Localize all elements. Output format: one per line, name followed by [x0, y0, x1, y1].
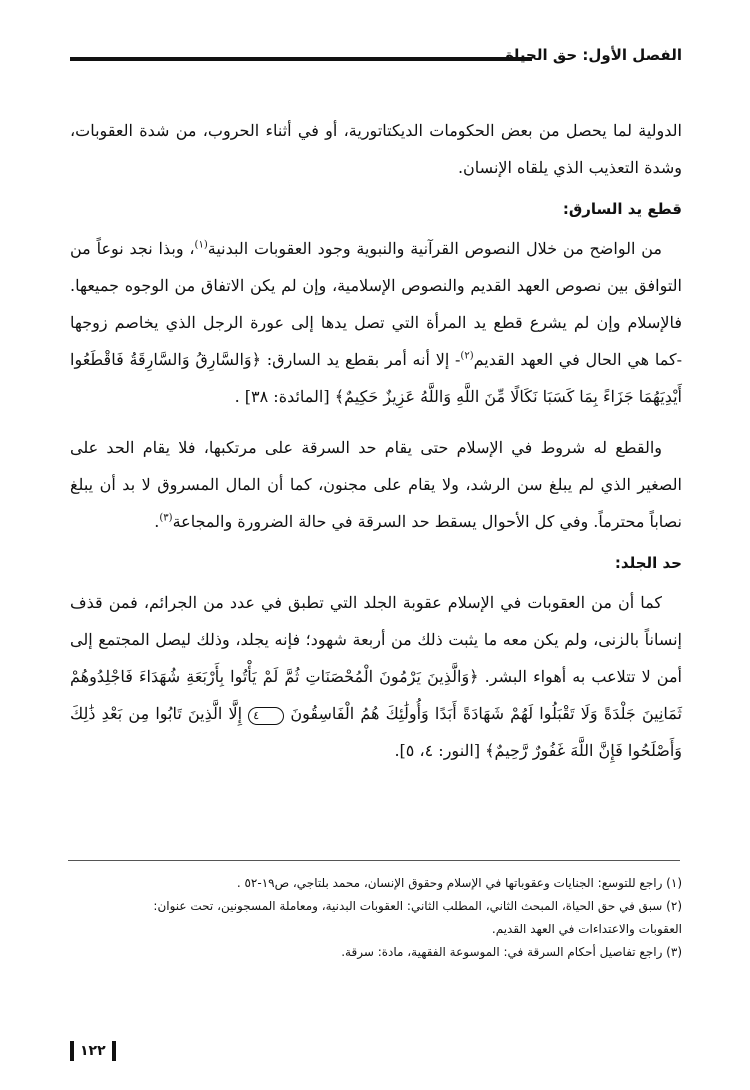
section-heading-hand-cutting: قطع يد السارق: [562, 200, 682, 218]
header-rule [70, 57, 532, 61]
paragraph-spacer [70, 415, 682, 429]
paragraph-3-text: والقطع له شروط في الإسلام حتى يقام حد السرقة على مرتكبها، فلا يقام الحد على الصغير الذي لم يبلغ سن الرشد، ولا يقام على مجنون، كما أن المال المسروق لا بد أن يبلغ نصاباً محترماً. وفي كل الأحوال يسقط حد السرقة في حالة الضرورة والمجاعة [70, 438, 682, 531]
footnote-divider [68, 860, 680, 861]
paragraph-4-text: كما أن من العقوبات في الإسلام عقوبة الجلد التي تطبق في عدد من الجرائم، فمن قذف إنساناً بالزنى، ولم يكن معه ما يثبت ذلك من أربعة شهود؛ فإنه يجلد، وذلك ليصل المجتمع إلى أمن لا تتلاعب به أهواء البشر. [70, 593, 682, 686]
footnote-ref-2[interactable]: (٢) [460, 350, 474, 362]
paragraph-3 [70, 429, 682, 540]
quran-verse-an-nur-a: ﴿وَالَّذِينَ يَرْمُونَ الْمُحْصَنَاتِ ثُمَّ لَمْ يَأْتُوا بِأَرْبَعَةِ شُهَدَاءَ فَاجْلِدُوهُمْ ثَمَانِينَ جَلْدَةً وَلَا تَقْبَلُوا لَهُمْ شَهَادَةً أَبَدًا وَأُولَٰئِكَ هُمُ الْفَاسِقُونَ [70, 667, 683, 723]
paragraph-2-text-b: ، وبذا نجد نوعاً من التوافق بين نصوص العهد القديم والنصوص الإسلامية، وإن لم يكن الاتفاق من الوجوه جميعها. فالإسلام وإن لم يشرع قطع يد المرأة التي تصل يدها إلى عورة الرجل الذي يخاصم زوجها -كما هي الحال في العهد القديم [70, 239, 683, 369]
footnote-3: (٣) راجع تفاصيل أحكام السرقة في: الموسوعة الفقهية، مادة: سرقة. [341, 945, 682, 959]
footnote-2-continuation: العقوبات والاعتداءات في العهد القديم. [491, 922, 682, 936]
paragraph-2-text-c: - إلا أنه أمر بقطع يد السارق: [266, 350, 461, 369]
verse-citation-al-maida: [المائدة: ٣٨] . [234, 387, 330, 406]
footnote-ref-3[interactable]: (٣) [159, 512, 173, 524]
verse-citation-an-nur: [النور: ٤، ٥]. [394, 741, 481, 760]
main-text [70, 112, 682, 769]
paragraph-1: الدولية لما يحصل من بعض الحكومات الديكتاتورية، أو في أثناء الحروب، من شدة العقوبات، وشدة التعذيب الذي يلقاه الإنسان. [70, 121, 682, 177]
section-heading-flogging: حد الجلد: [614, 554, 682, 572]
paragraph-2-text-a: من الواضح من خلال النصوص القرآنية والنبوية وجود العقوبات البدنية [207, 239, 662, 258]
quran-verse-al-maida: ﴿وَالسَّارِقُ وَالسَّارِقَةُ فَاقْطَعُوا أَيْدِيَهُمَا جَزَاءً بِمَا كَسَبَا نَكَالًا مِّنَ اللَّهِ وَاللَّهُ عَزِيزٌ حَكِيمٌ﴾ [70, 350, 682, 406]
paragraph-2 [70, 230, 682, 415]
paragraph-4 [70, 584, 682, 769]
quran-verse-an-nur-b: إِلَّا الَّذِينَ تَابُوا مِن بَعْدِ ذَٰلِكَ وَأَصْلَحُوا فَإِنَّ اللَّهَ غَفُورٌ رَّحِيمٌ﴾ [70, 704, 682, 760]
page-number: ١٢٢ [70, 1041, 116, 1061]
footnotes [70, 872, 682, 964]
ayah-number-marker: ٤ [248, 707, 284, 725]
footnote-2: (٢) سبق في حق الحياة، المبحث الثاني، المطلب الثاني: العقوبات البدنية، ومعاملة المسجونين، تحت عنوان: [153, 899, 682, 913]
footnote-1: (١) راجع للتوسع: الجنايات وعقوباتها في الإسلام وحقوق الإنسان، محمد بلتاجي، ص١٩-٥٢ . [236, 876, 682, 890]
footnote-ref-1[interactable]: (١) [194, 239, 208, 251]
running-header [70, 44, 682, 74]
paragraph-3-end: . [154, 512, 160, 531]
chapter-title: الفصل الأول: حق الحياة [505, 46, 682, 64]
